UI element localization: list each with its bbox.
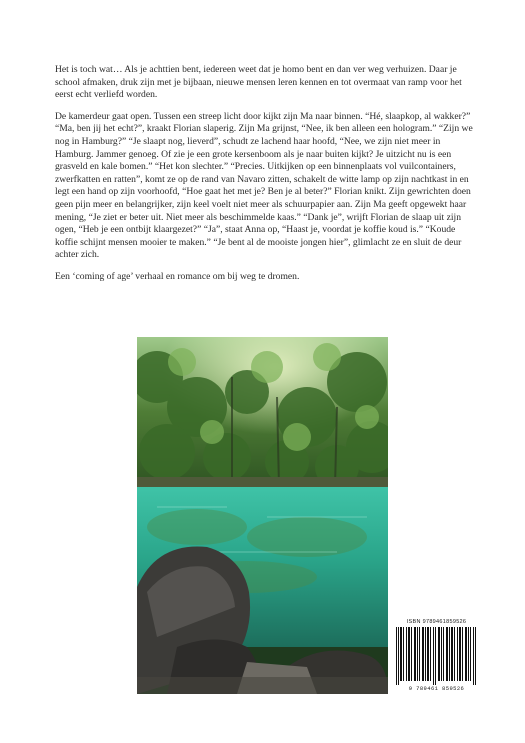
cover-photo — [137, 337, 388, 694]
blurb-paragraph-1: Het is toch wat… Als je achttien bent, iedereen weet dat je homo bent en dan ver weg verhuizen. Daar je school afmaken, druk zijn met je bijbaan, nieuwe mensen leren kennen en tot overmaat van ramp voor het eerst echt verliefd worden. — [55, 64, 462, 101]
isbn-digits: 9 789461 859526 — [408, 685, 465, 692]
blurb-text — [55, 64, 473, 293]
forest-lake-icon — [137, 337, 388, 694]
barcode — [392, 617, 481, 694]
isbn-label: ISBN 9789461859526 — [406, 619, 467, 625]
blurb-paragraph-3: Een ‘coming of age’ verhaal en romance om bij weg te dromen. — [55, 270, 300, 282]
barcode-bars — [396, 627, 477, 685]
blurb-paragraph-2: De kamerdeur gaat open. Tussen een streep licht door kijkt zijn Ma naar binnen. “Hé, slaapkop, al wakker?” “Ma, ben jij het echt?”, kraakt Florian slaperig. Zijn Ma grijnst, “Nee, ik ben alleen een hologram.” “Zijn we nog in Hamburg?” “Je slaapt nog, lieverd”, schudt ze lachend haar hoofd, “Nee, we zijn niet meer in Hamburg. Jammer genoeg. Of zie je een grote kersenboom als je naar buiten kijkt? Je uitzicht nu is een grasveld en kale bomen.” “Het kon slechter.” “Precies. Uitkijken op een binnenplaats vol vuilcontainers, zwerfkatten en ratten”, komt ze op de rand van Navaro zitten, schakelt de witte lamp op zijn nachtkast in en legt een hand op zijn voorhoofd, “Hoe gaat het met je? Ben je al beter?” Florian knikt. Zijn gewrichten doen geen pijn meer en belangrijker, zijn keel voelt niet meer als schuurpapier aan. Zijn Ma geeft opgewekt haar mening, “Je ziet er beter uit. Niet meer als beschimmelde kaas.” “Dank je”, wrijft Florian de slaap uit zijn ogen, “Heb je een ontbijt klaargezet?” “Ja”, staat Anna op, “Haast je, voordat je koffie koud is.” “Koude koffie schijnt mensen mooier te maken.” “Je bent al de mooiste jongen hier”, glimlacht ze en sluit de deur achter zich. — [55, 110, 473, 261]
